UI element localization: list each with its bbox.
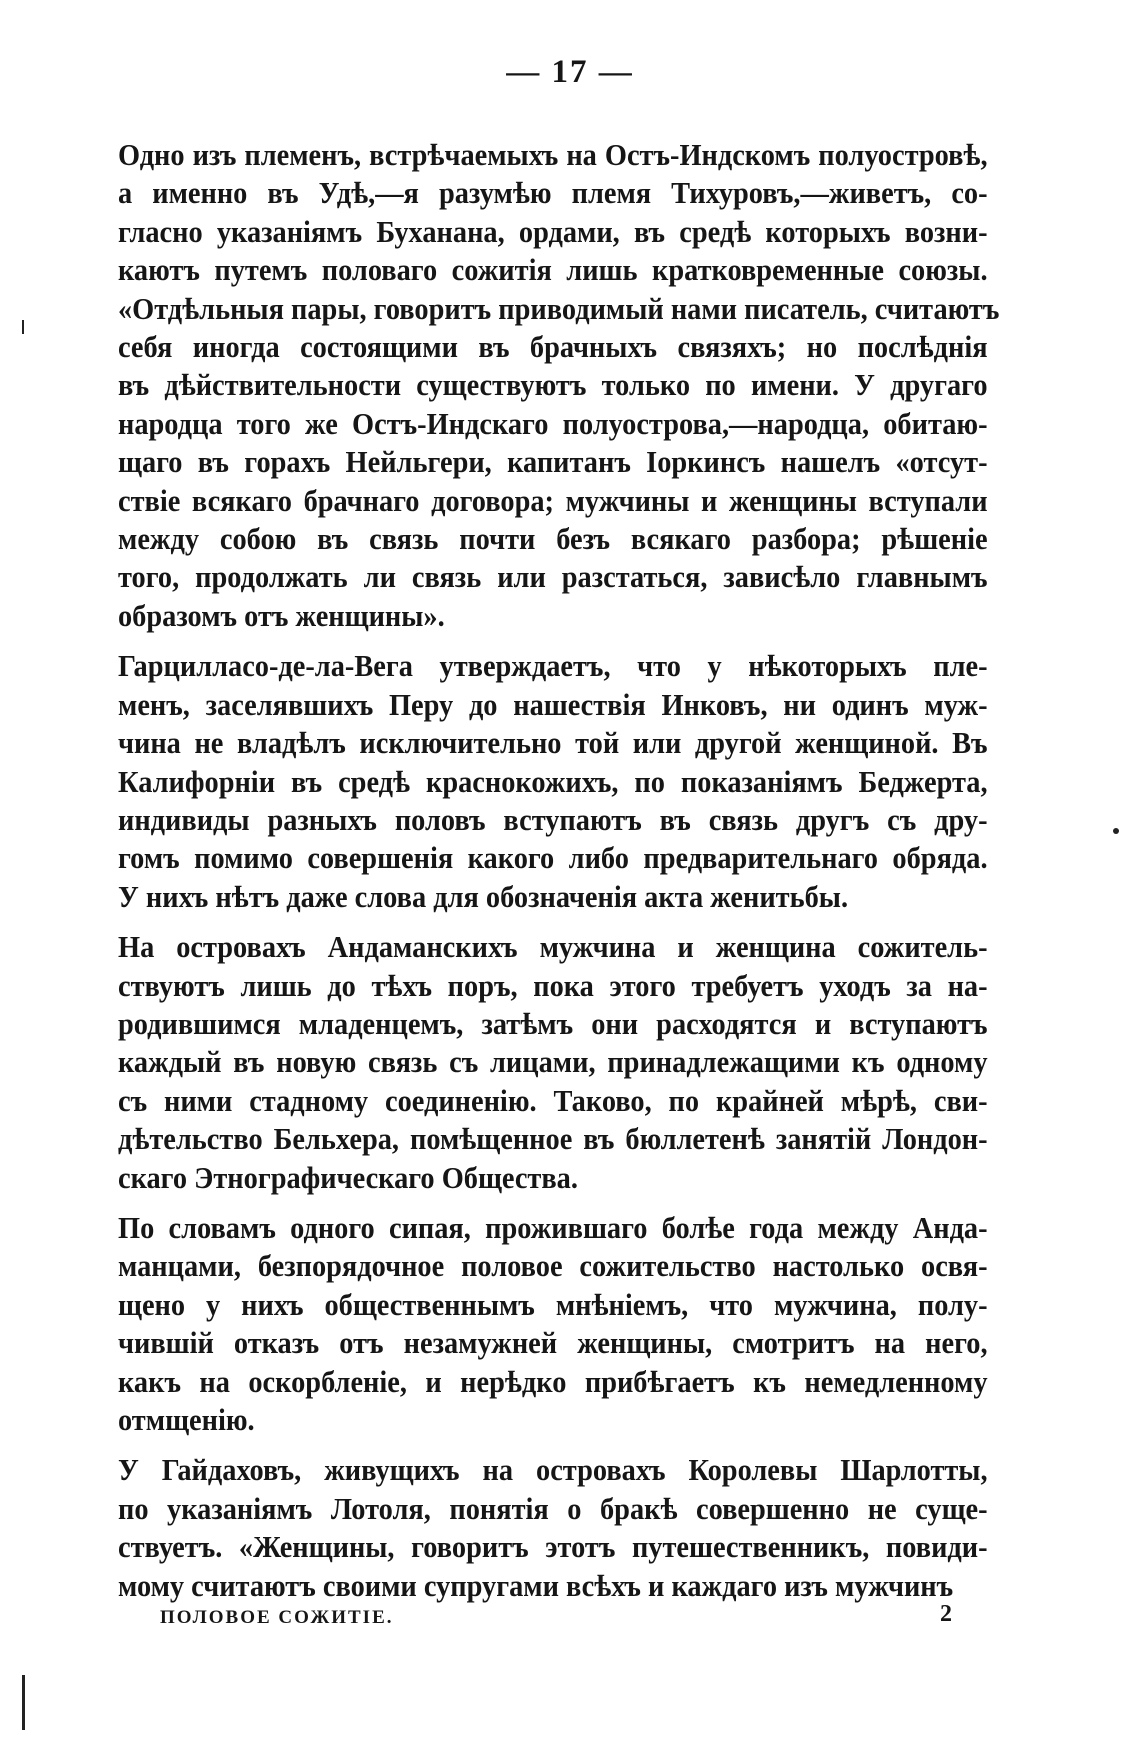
footer-signature: ПОЛОВОЕ СОЖИТІЕ. bbox=[160, 1607, 394, 1628]
text-line: между собою въ связь почти безъ всякаго разбора; рѣшеніе bbox=[118, 522, 988, 557]
text-line: менъ, заселявшихъ Перу до нашествія Инковъ, ни одинъ муж- bbox=[118, 687, 988, 722]
text-line: чина не владѣлъ исключительно той или другой женщиной. Въ bbox=[118, 726, 988, 761]
text-line: По словамъ одного сипая, прожившаго болѣе года между Анда- bbox=[118, 1210, 988, 1245]
text-line: Одно изъ племенъ, встрѣчаемыхъ на Остъ-Индскомъ полуостровѣ, bbox=[118, 138, 988, 172]
text-line: ствуетъ. «Женщины, говоритъ этотъ путешественникъ, повиди- bbox=[118, 1530, 988, 1565]
paragraph bbox=[118, 928, 988, 1197]
text-line: щено у нихъ общественнымъ мнѣніемъ, что мужчина, полу- bbox=[118, 1287, 988, 1322]
paragraph bbox=[118, 136, 1000, 635]
text-line: народца того же Остъ-Индскаго полуострова,—народца, обитаю- bbox=[118, 406, 988, 441]
text-line: каждый въ новую связь съ лицами, принадлежащими къ одному bbox=[118, 1045, 988, 1080]
text-line: себя иногда состоящими въ брачныхъ связяхъ; но послѣднія bbox=[118, 330, 988, 365]
paragraph bbox=[118, 1209, 988, 1439]
margin-mark bbox=[1113, 828, 1119, 834]
text-line: «Отдѣльныя пары, говоритъ приводимый нами писатель, считаютъ bbox=[118, 291, 1000, 326]
text-line: У нихъ нѣтъ даже слова для обозначенія акта женитьбы. bbox=[118, 879, 849, 914]
text-line: У Гайдаховъ, живущихъ на островахъ Королевы Шарлотты, bbox=[118, 1453, 988, 1488]
text-line: по указаніямъ Лотоля, понятія о бракѣ совершенно не суще- bbox=[118, 1491, 988, 1526]
text-line: съ ними стадному соединенію. Таково, по крайней мѣрѣ, сви- bbox=[118, 1083, 988, 1118]
text-line: какъ на оскорбленіе, и нерѣдко прибѣгаетъ къ немедленному bbox=[118, 1364, 988, 1399]
text-line: ствіе всякаго брачнаго договора; мужчины и женщины вступали bbox=[118, 483, 988, 518]
text-line: родившимся младенцемъ, затѣмъ они расходятся и вступаютъ bbox=[118, 1006, 988, 1041]
text-line: каютъ путемъ половаго сожитія лишь кратковременные союзы. bbox=[118, 253, 988, 288]
text-line: отмщенію. bbox=[118, 1403, 255, 1437]
footer-sheet-number: 2 bbox=[940, 1601, 952, 1627]
paragraph bbox=[118, 1451, 988, 1605]
text-line: чившій отказъ отъ незамужней женщины, смотритъ на него, bbox=[118, 1326, 988, 1361]
text-line: манцами, безпорядочное половое сожительство настолько освя- bbox=[118, 1249, 988, 1284]
text-line: въ дѣйствительности существуютъ только по имени. У другаго bbox=[118, 368, 988, 403]
text-line: На островахъ Андаманскихъ мужчина и женщина сожитель- bbox=[118, 930, 988, 965]
margin-mark bbox=[22, 320, 24, 334]
text-line: Гарцилласо-де-ла-Вега утверждаетъ, что у нѣкоторыхъ пле- bbox=[118, 649, 988, 684]
body-text bbox=[118, 136, 1000, 1617]
text-line: дѣтельство Бельхера, помѣщенное въ бюллетенѣ занятій Лондон- bbox=[118, 1122, 988, 1157]
text-line: индивиды разныхъ половъ вступаютъ въ связь другъ съ дру- bbox=[118, 802, 988, 837]
text-line: гомъ помимо совершенія какого либо предварительнаго обряда. bbox=[118, 841, 988, 876]
text-line: гласно указаніямъ Буханана, ордами, въ средѣ которыхъ возни- bbox=[118, 214, 988, 249]
text-line: скаго Этнографическаго Общества. bbox=[118, 1160, 578, 1195]
text-line: Калифорніи въ средѣ краснокожихъ, по показаніямъ Беджерта, bbox=[118, 764, 988, 799]
paragraph bbox=[118, 647, 988, 916]
text-line: ствуютъ лишь до тѣхъ поръ, пока этого требуетъ уходъ за на- bbox=[118, 968, 988, 1003]
text-line: щаго въ горахъ Нейльгери, капитанъ Іоркинсъ нашелъ «отсут- bbox=[118, 445, 988, 480]
text-line: того, продолжать ли связь или разстаться, зависѣло главнымъ bbox=[118, 560, 988, 595]
text-line: мому считаютъ своими супругами всѣхъ и каждаго изъ мужчинъ bbox=[118, 1568, 954, 1603]
margin-mark bbox=[22, 1675, 25, 1730]
page-number: — 17 — bbox=[506, 54, 634, 90]
text-line: образомъ отъ женщины». bbox=[118, 598, 445, 633]
text-line: а именно въ Удѣ,—я разумѣю племя Тихуровъ,—живетъ, со- bbox=[118, 176, 988, 211]
